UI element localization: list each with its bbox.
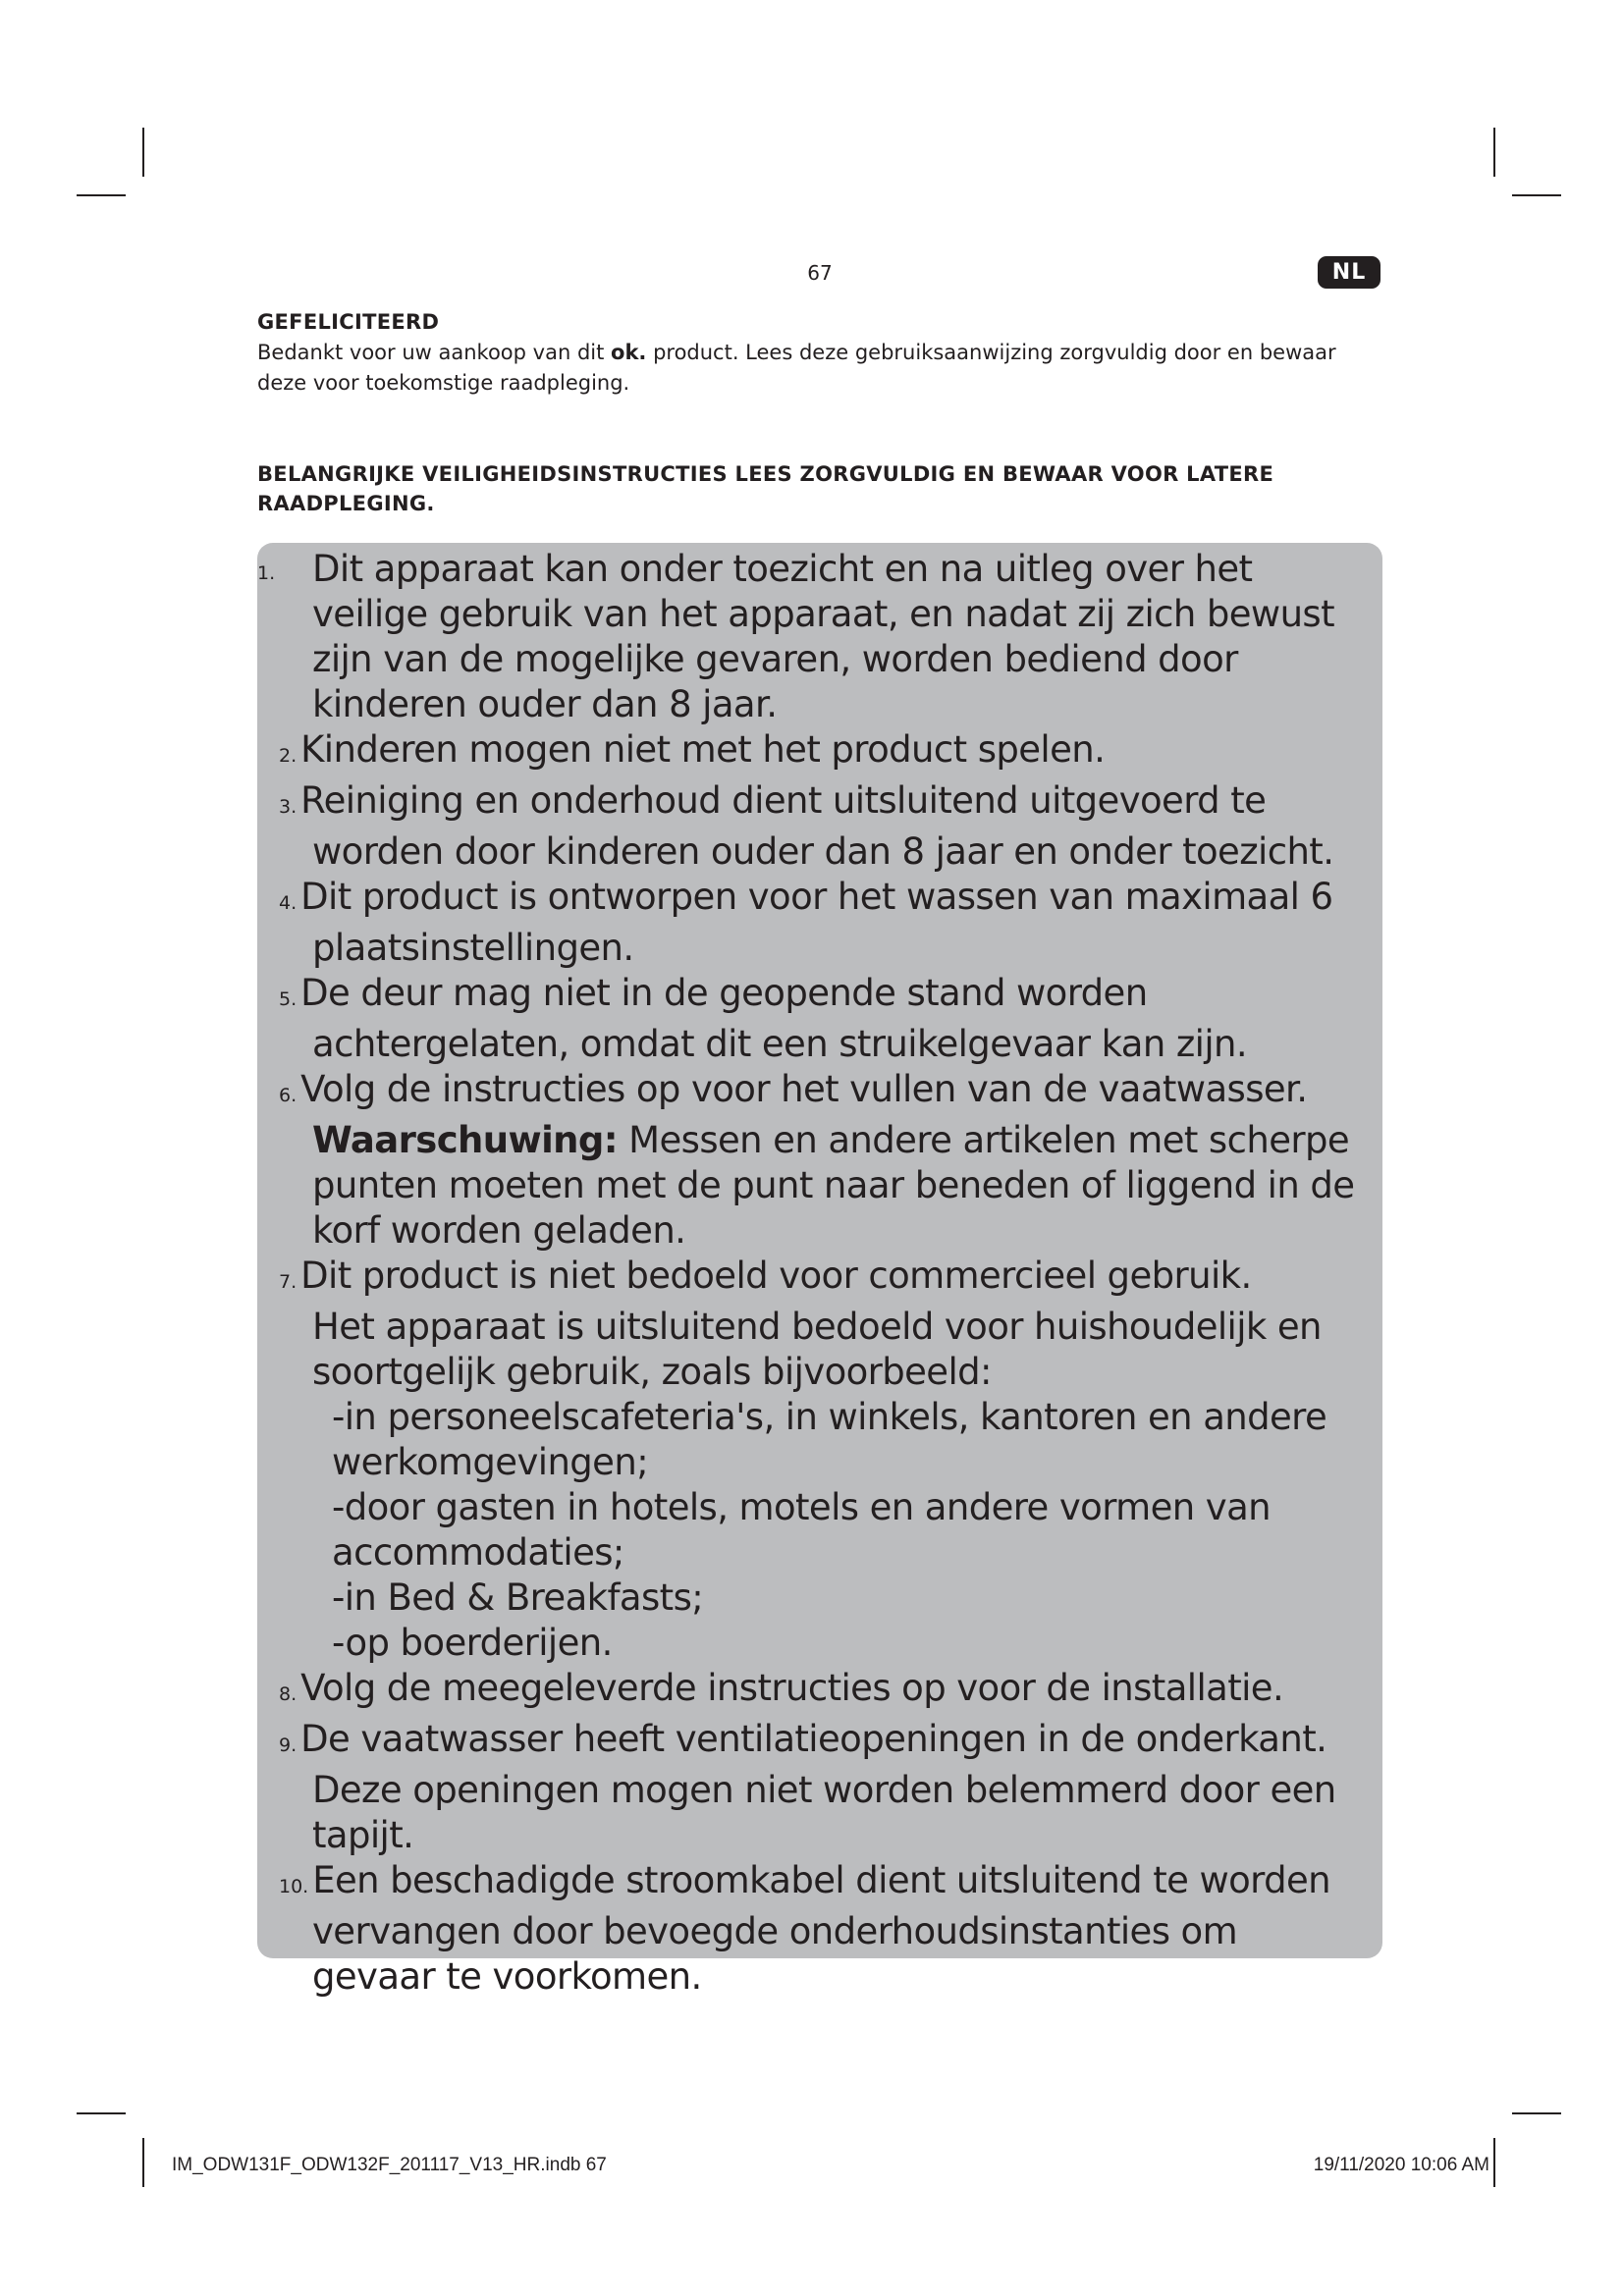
item-text: Volg de instructies op voor het vullen van de vaatwasser. bbox=[300, 1068, 1308, 1110]
crop-mark-bottom-right-horizontal bbox=[1512, 2112, 1561, 2114]
safety-item-6 bbox=[257, 1067, 1369, 1118]
safety-item-7-extra: Het apparaat is uitsluitend bedoeld voor huishoudelijk en soortgelijk gebruik, zoals bijvoorbeeld: bbox=[312, 1306, 1322, 1393]
brand-name: ok. bbox=[611, 341, 647, 364]
intro-text-start: Bedankt voor uw aankoop van dit bbox=[257, 341, 612, 364]
safety-instructions-box bbox=[257, 543, 1382, 1998]
item-text: Volg de meegeleverde instructies op voor de installatie. bbox=[300, 1667, 1284, 1709]
item-number: 3. bbox=[279, 796, 298, 818]
item-number: 1. bbox=[257, 562, 276, 584]
crop-mark-bottom-right-vertical bbox=[1493, 2138, 1495, 2187]
safety-item-9-extra: Deze openingen mogen niet worden belemmerd door een tapijt. bbox=[312, 1769, 1336, 1856]
item-number: 10. bbox=[279, 1876, 309, 1897]
intro-text-end: product. Lees deze gebruiksaanwijzing zorgvuldig door en bewaar deze voor toekomstige raadpleging. bbox=[257, 341, 1336, 395]
usage-bullet: -in Bed & Breakfasts; bbox=[332, 1576, 704, 1619]
item-text: Reiniging en onderhoud dient uitsluitend uitgevoerd te worden door kinderen ouder dan 8 jaar en onder toezicht. bbox=[300, 779, 1334, 873]
footer-date-time: 19/11/2020 10:06 AM bbox=[1313, 2155, 1489, 2175]
safety-item-10 bbox=[257, 1858, 1369, 2000]
safety-item-6-warning bbox=[257, 1118, 1369, 1254]
usage-bullet: -in personeelscafeteria's, in winkels, kantoren en andere werkomgevingen; bbox=[332, 1396, 1327, 1483]
usage-bullet: -op boerderijen. bbox=[332, 1622, 613, 1664]
item-number: 4. bbox=[279, 892, 298, 914]
item-number: 2. bbox=[279, 745, 298, 767]
item-text: Dit product is niet bedoeld voor commercieel gebruik. bbox=[300, 1255, 1252, 1297]
intro-heading: GEFELICITEERD bbox=[257, 310, 440, 334]
safety-item-9 bbox=[257, 1717, 1369, 1768]
intro-text bbox=[257, 338, 1386, 399]
item-number: 5. bbox=[279, 988, 298, 1010]
item-text: Dit apparaat kan onder toezicht en na uitleg over het veilige gebruik van het apparaat, en nadat zij zich bewust zijn van de mogelijke gevaren, worden bediend door kinderen ouder dan 8 jaar. bbox=[312, 548, 1335, 725]
item-text: Kinderen mogen niet met het product spelen. bbox=[300, 728, 1106, 771]
safety-heading: BELANGRIJKE VEILIGHEIDSINSTRUCTIES LEES ZORGVULDIG EN BEWAAR VOOR LATERE RAADPLEGING. bbox=[257, 462, 1274, 515]
safety-item-5 bbox=[257, 971, 1369, 1067]
item-text: De vaatwasser heeft ventilatieopeningen in de onderkant. bbox=[300, 1718, 1327, 1760]
safety-item-7 bbox=[257, 1254, 1369, 1305]
warning-text: Messen en andere artikelen met scherpe punten moeten met de punt naar beneden of liggend in de korf worden geladen. bbox=[312, 1119, 1355, 1252]
crop-mark-bottom-left-vertical bbox=[142, 2138, 144, 2187]
crop-mark-top-left-horizontal bbox=[77, 194, 126, 196]
crop-mark-top-right-vertical bbox=[1493, 128, 1495, 177]
safety-item-8 bbox=[257, 1666, 1369, 1717]
safety-item-2 bbox=[257, 727, 1369, 778]
safety-item-4 bbox=[257, 875, 1369, 971]
crop-mark-top-left-vertical bbox=[142, 128, 144, 177]
item-text: Een beschadigde stroomkabel dient uitsluitend te worden vervangen door bevoegde onderhoudsinstanties om gevaar te voorkomen. bbox=[312, 1859, 1331, 1998]
usage-bullet: -door gasten in hotels, motels en andere vormen van accommodaties; bbox=[332, 1486, 1272, 1574]
item-text: De deur mag niet in de geopende stand worden achtergelaten, omdat dit een struikelgevaar kan zijn. bbox=[300, 972, 1248, 1065]
crop-mark-bottom-left-horizontal bbox=[77, 2112, 126, 2114]
item-number: 9. bbox=[279, 1735, 298, 1756]
item-text: Dit product is ontworpen voor het wassen van maximaal 6 plaatsinstellingen. bbox=[300, 876, 1333, 969]
safety-list bbox=[257, 547, 1369, 2000]
safety-item-1 bbox=[257, 547, 1369, 727]
item-number: 8. bbox=[279, 1683, 298, 1705]
item-number: 6. bbox=[279, 1085, 298, 1106]
safety-item-3 bbox=[257, 778, 1369, 875]
page-number: 67 bbox=[807, 261, 833, 285]
crop-mark-top-right-horizontal bbox=[1512, 194, 1561, 196]
footer-file-info: IM_ODW131F_ODW132F_201117_V13_HR.indb 67 bbox=[172, 2155, 607, 2175]
language-badge: NL bbox=[1318, 256, 1380, 289]
item-number: 7. bbox=[279, 1271, 298, 1293]
intro-section bbox=[257, 308, 1386, 399]
warning-label: Waarschuwing: bbox=[312, 1119, 618, 1161]
